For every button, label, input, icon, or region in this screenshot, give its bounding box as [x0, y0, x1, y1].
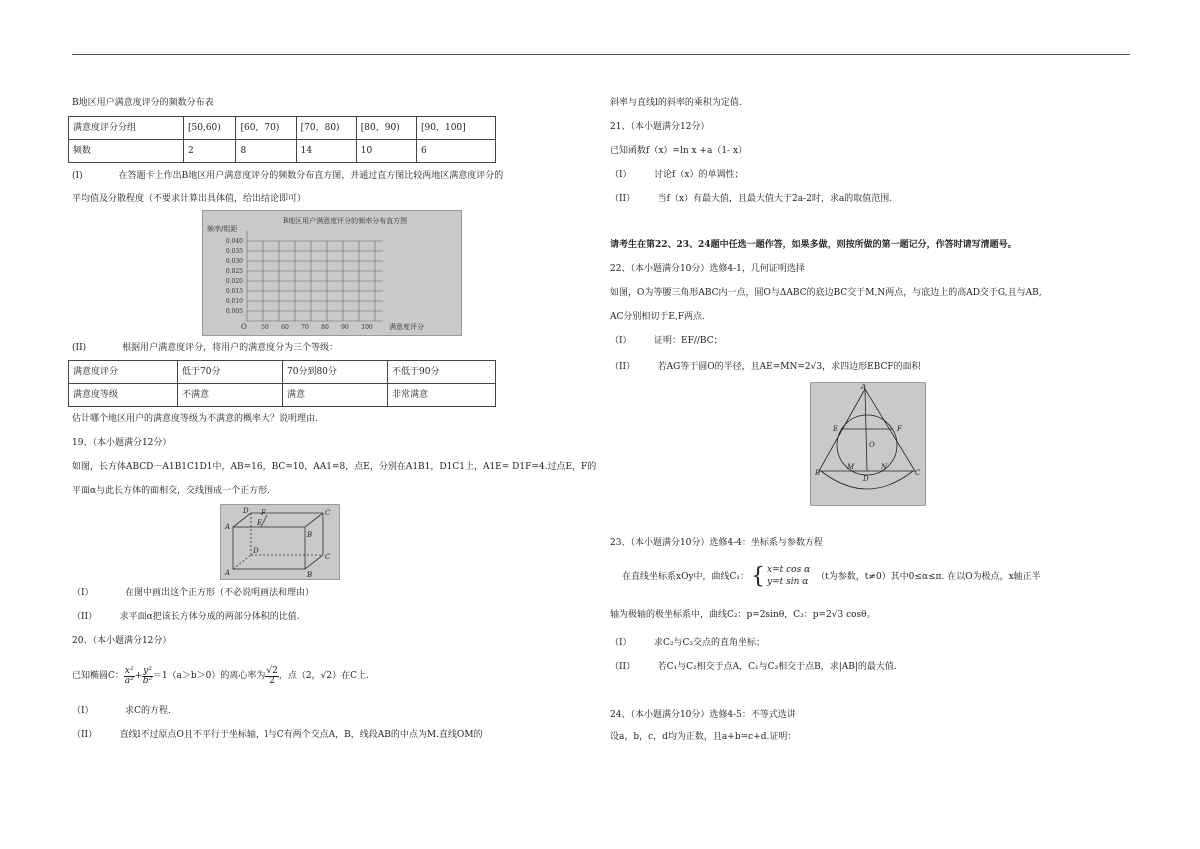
- svg-text:C: C: [325, 553, 331, 561]
- svg-text:B: B: [307, 571, 313, 579]
- svg-text:C: C: [915, 469, 921, 477]
- svg-text:E: E: [833, 425, 839, 433]
- svg-text:D: D: [863, 475, 869, 483]
- q19-line1: 如图，长方体ABCD－A1B1C1D1中，AB=16，BC=10，AA1=8，点E，分别在A1B1，D1C1上，A1E= D1F=4.过点E，F的: [72, 462, 597, 472]
- table-row: [69, 384, 496, 407]
- y-tick-label: 0.030: [225, 258, 243, 265]
- table-cell: 满意度评分分组: [69, 117, 184, 140]
- table-cell: 2: [184, 140, 236, 163]
- histogram-figure: [202, 210, 462, 336]
- param-eq-x: x=t cos α: [767, 565, 811, 576]
- x-tick-label: 90: [341, 324, 349, 331]
- svg-text:F: F: [261, 509, 266, 517]
- q20-line-prefix: 已知椭圆C：: [72, 670, 124, 681]
- table-cell: 6: [417, 140, 496, 163]
- table-cell: 10: [356, 140, 416, 163]
- cuboid-figure: [220, 504, 340, 580]
- y-tick-label: 0.005: [225, 308, 243, 315]
- y-tick-label: 0.020: [225, 278, 243, 285]
- x-tick-label: 80: [321, 324, 329, 331]
- table-cell: 不低于90分: [388, 361, 496, 384]
- histogram-ylabel: 频率/组距: [207, 225, 238, 233]
- y-tick-label: 0.025: [225, 268, 243, 275]
- q21-function: 已知函数f（x）=ln x +a（1- x）: [610, 146, 748, 156]
- q22-part1: （I） 证明：EF//BC；: [610, 336, 723, 346]
- q23-line-prefix: 在直线坐标系xOy中，曲线C₁：: [622, 571, 750, 582]
- q23-title: 23、（本小题满分10分）选修4-4：坐标系与参数方程: [610, 538, 823, 548]
- histogram-title: B地区用户满意度评分的频率分布直方图: [283, 217, 408, 225]
- q23-part1: （I） 求C₂与C₃交点的直角坐标；: [610, 638, 766, 648]
- table-cell: 8: [236, 140, 296, 163]
- q24-title: 24、（本小题满分10分）选修4-5：不等式选讲: [610, 710, 796, 720]
- parametric-system: [767, 565, 810, 588]
- y-tick-label: 0.010: [225, 298, 243, 305]
- svg-text:A: A: [225, 569, 231, 577]
- table-cell: [60，70): [236, 117, 296, 140]
- q20-title: 20、（本小题满分12分）: [72, 636, 172, 646]
- svg-text:A: A: [225, 523, 231, 531]
- svg-text:F: F: [897, 425, 902, 433]
- table-row: [69, 140, 496, 163]
- origin-label: O: [241, 323, 247, 331]
- histogram-xlabel: 满意度评分: [389, 323, 424, 331]
- table-cell: [70，80): [296, 117, 356, 140]
- x-tick-label: 100: [361, 324, 373, 331]
- ellipse-x-term: $\frac{\text{x²}}{\text{a²}}$: [124, 665, 134, 686]
- table-cell: [50,60): [184, 117, 236, 140]
- table-cell: 非常满意: [388, 384, 496, 407]
- table-cell: 70分到80分: [283, 361, 388, 384]
- x-tick-label: 50: [261, 324, 269, 331]
- q20-ellipse-line: 已知椭圆C： $\frac{\text{x²}}{\text{a²}}$ + $\frac{\text{y²}}{\text{b²}}$ ＝1（a＞b＞0）的离心率为 $\frac{√2}{2}$ ，点（2，√2）在C上.: [72, 665, 369, 686]
- q22-line2: AC分别相切于E,F两点.: [610, 312, 705, 322]
- q23-part2: （II） 若C₁与C₂相交于点A，C₁与C₃相交于点B，求|AB|的最大值.: [610, 662, 897, 672]
- q21-part1: （I） 讨论f（x）的单调性；: [610, 170, 744, 180]
- svg-text:E: E: [257, 519, 263, 527]
- table-cell: 满意: [283, 384, 388, 407]
- svg-text:A: A: [861, 383, 867, 391]
- y-tick-label: 0.035: [225, 248, 243, 255]
- q24-statement: 设a，b，c，d均为正数，且a+b=c+d.证明：: [610, 732, 797, 742]
- ellipse-y-term: $\frac{\text{y²}}{\text{b²}}$: [142, 665, 153, 686]
- table-cell: 不满意: [178, 384, 283, 407]
- q23-polar-line: 轴为极轴的极坐标系中，曲线C₂：p=2sinθ，C₃：p=2√3 cosθ。: [610, 610, 876, 620]
- table-cell: [80，90): [356, 117, 416, 140]
- x-tick-label: 70: [301, 324, 309, 331]
- q21-part2: （II） 当f（x）有最大值，且最大值大于2a-2时，求a的取值范围.: [610, 194, 893, 204]
- svg-text:D: D: [243, 507, 249, 515]
- q20-line-suffix: ，点（2，√2）在C上.: [278, 670, 369, 681]
- q20-continuation: 斜率与直线l的斜率的乘积为定值.: [610, 98, 742, 108]
- table-cell: 频数: [69, 140, 184, 163]
- q23-curve-line: [622, 562, 1041, 592]
- q20-part1: （I） 求C的方程.: [72, 706, 171, 716]
- y-tick-label: 0.040: [225, 238, 243, 245]
- header-rule: [72, 54, 1130, 55]
- svg-text:M: M: [847, 463, 855, 471]
- eccentricity-fraction: $\frac{√2}{2}$: [266, 665, 278, 686]
- q22-title: 22、（本小题满分10分）选修4-1，几何证明选择: [610, 264, 805, 274]
- table-cell: [90，100]: [417, 117, 496, 140]
- q18-part1-line2: 平均值及分散程度（不要求计算出具体值，给出结论即可）: [72, 194, 307, 204]
- q20-line-middle: ＝1（a＞b＞0）的离心率为: [152, 670, 266, 681]
- q19-line2: 平面α与此长方体的面相交，交线围成一个正方形.: [72, 486, 270, 496]
- param-eq-y: y=t sin α: [767, 577, 809, 587]
- q21-title: 21、（本小题满分12分）: [610, 122, 710, 132]
- svg-text:N: N: [881, 463, 888, 471]
- table-cell: 满意度评分: [69, 361, 178, 384]
- table-row: [69, 361, 496, 384]
- table-cell: 低于70分: [178, 361, 283, 384]
- q18-part2: (II) 根据用户满意度评分，将用户的满意度分为三个等级：: [72, 343, 339, 353]
- q22-line1: 如图，O为等腰三角形ABC内一点，圆O与ΔABC的底边BC交于M,N两点，与底边上的高AD交于G,且与AB,: [610, 288, 1042, 298]
- q19-part2: （II） 求平面α把该长方体分成的两部分体积的比值.: [72, 612, 300, 622]
- brace-symbol: {: [751, 564, 766, 589]
- q18-part1-line1: (I) 在答题卡上作出B地区用户满意度评分的频数分布直方图，并通过直方图比较两地区满意度评分的: [72, 171, 504, 181]
- table1-title: B地区用户满意度评分的频数分布表: [72, 98, 214, 108]
- svg-text:D: D: [253, 547, 259, 555]
- q19-part1: （I） 在图中画出这个正方形（不必说明画法和理由）: [72, 588, 315, 598]
- triangle-circle-figure: [810, 382, 926, 506]
- table-cell: 14: [296, 140, 356, 163]
- table-cell: 满意度等级: [69, 384, 178, 407]
- elective-instruction: 请考生在第22、23、24题中任选一题作答，如果多做，则按所做的第一题记分，作答时请写清题号。: [610, 240, 1017, 250]
- svg-text:O: O: [869, 441, 875, 449]
- y-tick-label: 0.015: [225, 288, 243, 295]
- q20-part2: （II） 直线l不过原点O且不平行于坐标轴，l与C有两个交点A，B，线段AB的中点为M.直线OM的: [72, 730, 483, 740]
- svg-text:B: B: [307, 531, 313, 539]
- table-row: [69, 117, 496, 140]
- svg-text:B: B: [815, 469, 821, 477]
- q19-title: 19、（本小题满分12分）: [72, 438, 172, 448]
- q18-part2-question: 估计哪个地区用户的满意度等级为不满意的概率大？说明理由.: [72, 414, 318, 424]
- q23-line-suffix: （t为参数，t≠0）其中0≤α≤π. 在以O为极点，x轴正半: [816, 571, 1041, 582]
- frequency-table: [68, 116, 496, 163]
- svg-text:C: C: [325, 509, 331, 517]
- satisfaction-level-table: [68, 360, 496, 407]
- x-tick-label: 60: [281, 324, 289, 331]
- q22-part2: （II） 若AG等于圆O的半径，且AE=MN=2√3，求四边形EBCF的面积: [610, 362, 921, 372]
